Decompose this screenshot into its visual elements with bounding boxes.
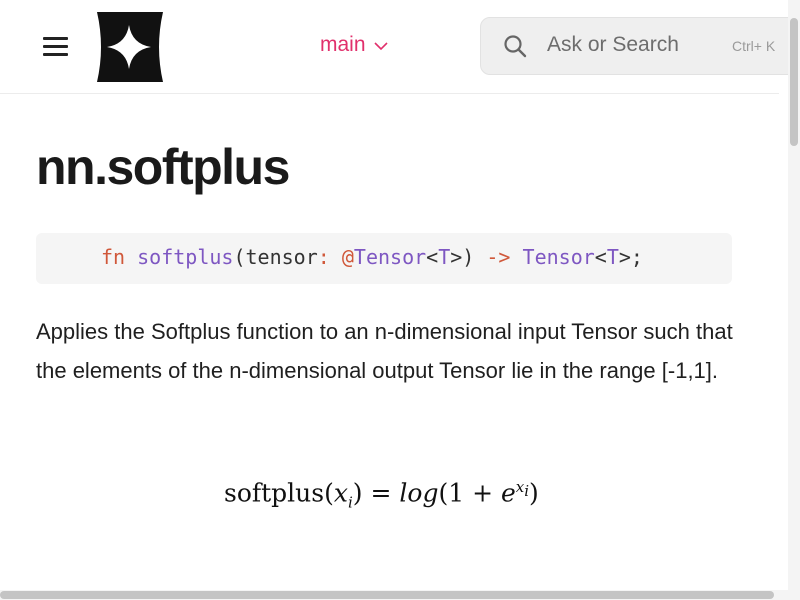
code-punct: )	[462, 245, 487, 269]
formula-exp-sub: i	[524, 482, 530, 500]
search-shortcut-hint: Ctrl+ K	[732, 38, 776, 54]
function-signature-code-block	[36, 233, 732, 284]
vertical-scrollbar[interactable]	[788, 0, 800, 590]
code-generic: T	[606, 245, 619, 269]
formula-exp-var: x	[515, 478, 525, 496]
code-generic: T	[438, 245, 451, 269]
code-line	[101, 245, 643, 269]
formula-sub: i	[347, 493, 353, 512]
code-punct: @	[341, 245, 354, 269]
horizontal-scrollbar[interactable]	[0, 590, 800, 600]
vertical-scrollbar-thumb[interactable]	[790, 18, 798, 146]
code-punct: <	[594, 245, 607, 269]
code-punct: <	[426, 245, 439, 269]
code-punct: :	[317, 245, 342, 269]
code-arrow: ->	[486, 245, 511, 269]
softplus-formula	[224, 478, 539, 511]
search-placeholder: Ask or Search	[547, 33, 679, 56]
code-space	[510, 245, 522, 269]
code-type: Tensor	[522, 245, 595, 269]
formula-e: e	[500, 478, 516, 508]
formula-close: )	[529, 478, 539, 508]
search-bar[interactable]	[480, 17, 800, 75]
code-keyword: fn	[101, 245, 126, 269]
page-title: nn.softplus	[36, 139, 289, 195]
hamburger-menu-icon[interactable]	[43, 37, 69, 57]
code-param: tensor	[245, 245, 318, 269]
code-type: Tensor	[353, 245, 427, 269]
formula-rhs: (1 +	[438, 478, 501, 508]
branch-selector[interactable]	[320, 33, 388, 57]
code-punct: >;	[618, 245, 643, 269]
formula-lhs: softplus(	[224, 478, 334, 508]
code-punct: (	[233, 245, 246, 269]
code-function-name: softplus	[137, 245, 234, 269]
formula-equals: ) =	[352, 478, 400, 508]
search-icon	[503, 34, 527, 58]
chevron-down-icon	[374, 42, 388, 51]
menu-bar	[43, 53, 68, 56]
horizontal-scrollbar-thumb[interactable]	[0, 591, 774, 599]
function-description: Applies the Softplus function to an n-dimensional input Tensor such that the elements of the n-dimensional output Tensor lie in the range [-1,1].	[36, 319, 733, 383]
four-point-star-logo-icon	[93, 12, 165, 82]
code-punct: >	[450, 245, 463, 269]
formula-var: x	[333, 478, 348, 508]
menu-bar	[43, 37, 68, 40]
top-header	[0, 0, 779, 94]
branch-label: main	[320, 33, 366, 56]
menu-bar	[43, 45, 68, 48]
formula-log: log	[399, 478, 439, 508]
site-logo[interactable]	[93, 12, 165, 82]
